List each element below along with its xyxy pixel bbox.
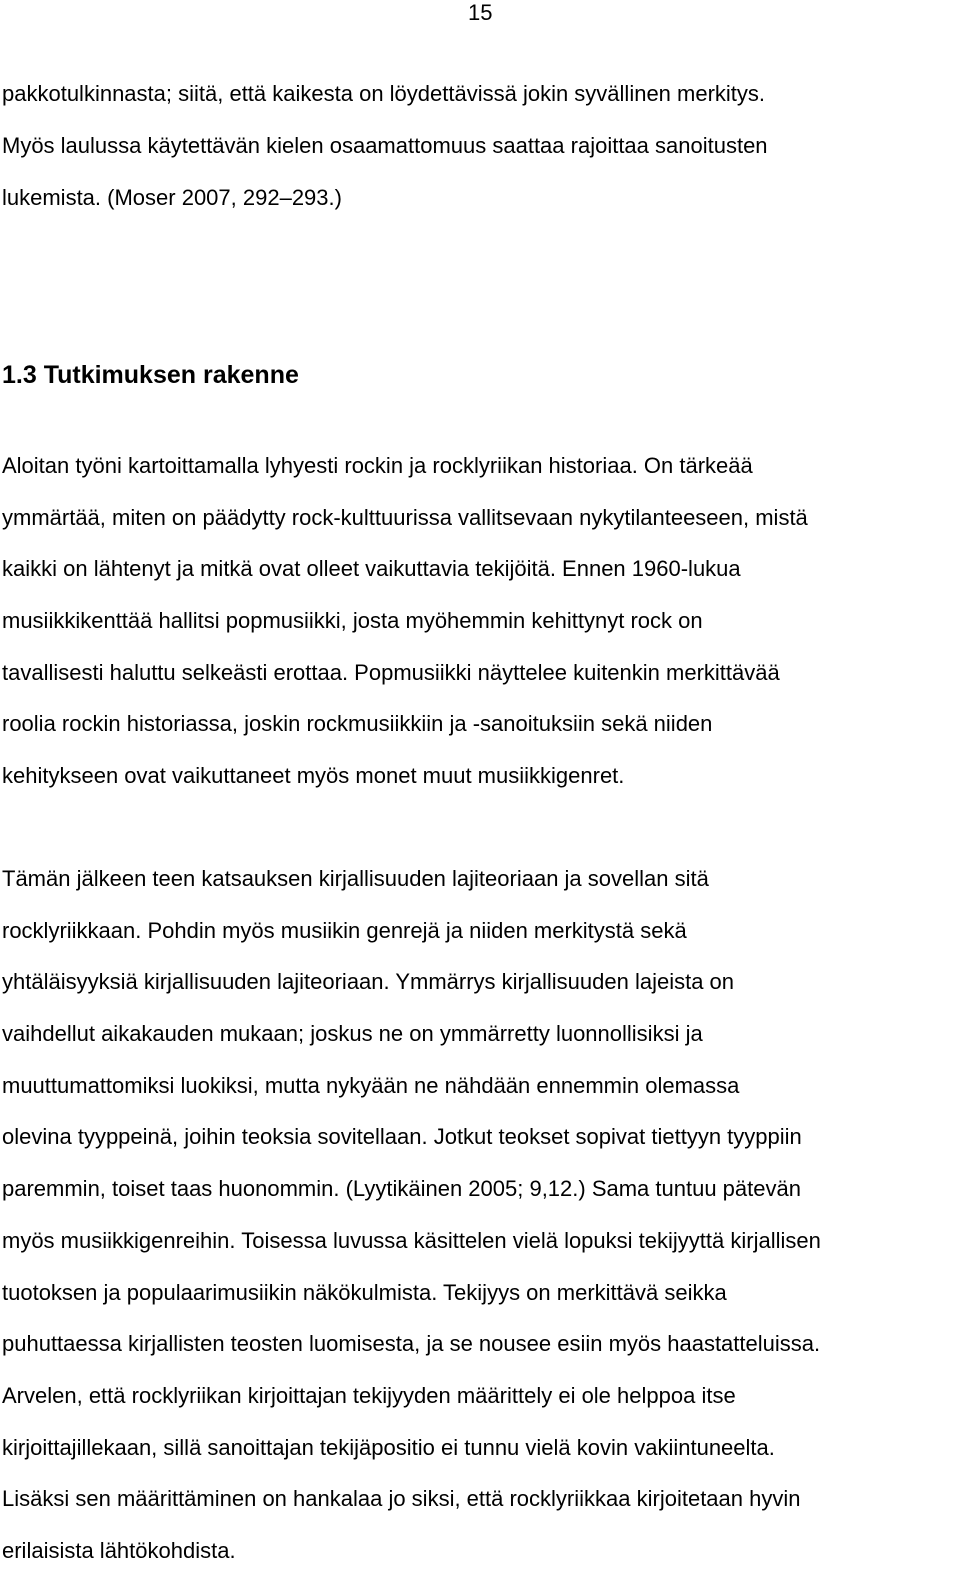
section-heading: 1.3 Tutkimuksen rakenne [2,361,299,389]
text-line: Lisäksi sen määrittäminen on hankalaa jo siksi, että rocklyriikkaa kirjoitetaan hyvin [2,1486,801,1512]
text-line: roolia rockin historiassa, joskin rockmusiikkiin ja -sanoituksiin sekä niiden [2,711,713,737]
paragraph-2 [2,440,960,802]
text-line: musiikkikenttää hallitsi popmusiikki, josta myöhemmin kehittynyt rock on [2,608,703,634]
text-line: tavallisesti haluttu selkeästi erottaa. Popmusiikki näyttelee kuitenkin merkittävää [2,659,780,685]
text-line: Arvelen, että rocklyriikan kirjoittajan tekijyyden määrittely ei ole helppoa itse [2,1382,736,1408]
text-line: lukemista. (Moser 2007, 292–293.) [2,185,342,210]
text-line: tuotoksen ja populaarimusiikin näkökulmista. Tekijyys on merkittävä seikka [2,1279,727,1305]
text-line: puhuttaessa kirjallisten teosten luomisesta, ja se nousee esiin myös haastatteluissa. [2,1331,821,1357]
text-line: paremmin, toiset taas huonommin. (Lyytikäinen 2005; 9,12.) Sama tuntuu pätevän [2,1176,801,1202]
text-line: erilaisista lähtökohdista. [2,1537,236,1563]
text-line: kehitykseen ovat vaikuttaneet myös monet muut musiikkigenret. [2,763,625,789]
text-line: Aloitan työni kartoittamalla lyhyesti rockin ja rocklyriikan historiaa. On tärkeää [2,453,753,478]
text-line: vaihdellut aikakauden mukaan; joskus ne on ymmärretty luonnollisiksi ja [2,1021,703,1047]
text-line: myös musiikkigenreihin. Toisessa luvussa käsittelen vielä lopuksi tekijyyttä kirjallisen [2,1227,821,1253]
text-line: Tämän jälkeen teen katsauksen kirjallisuuden lajiteoriaan ja sovellan sitä [2,866,709,891]
text-line: muuttumattomiksi luokiksi, mutta nykyään ne nähdään ennemmin olemassa [2,1072,740,1098]
paragraph-1 [2,68,960,224]
text-line: ymmärtää, miten on päädytty rock-kulttuurissa vallitsevaan nykytilanteeseen, mistä [2,504,808,530]
page-number: 15 [468,0,493,25]
text-line: kaikki on lähtenyt ja mitkä ovat olleet vaikuttavia tekijöitä. Ennen 1960-lukua [2,556,741,582]
text-line: kirjoittajillekaan, sillä sanoittajan tekijäpositio ei tunnu vielä kovin vakiintuneelta. [2,1434,775,1460]
text-line: rocklyriikkaan. Pohdin myös musiikin genrejä ja niiden merkitystä sekä [2,917,687,943]
text-line: pakkotulkinnasta; siitä, että kaikesta on löydettävissä jokin syvällinen merkitys. [2,81,766,106]
text-line: olevina tyyppeinä, joihin teoksia sovitellaan. Jotkut teokset sopivat tiettyyn tyyppiin [2,1124,802,1150]
text-line: Myös laulussa käytettävän kielen osaamattomuus saattaa rajoittaa sanoitusten [2,133,768,158]
text-line: yhtäläisyyksiä kirjallisuuden lajiteoriaan. Ymmärrys kirjallisuuden lajeista on [2,969,735,995]
paragraph-3 [2,853,960,1577]
